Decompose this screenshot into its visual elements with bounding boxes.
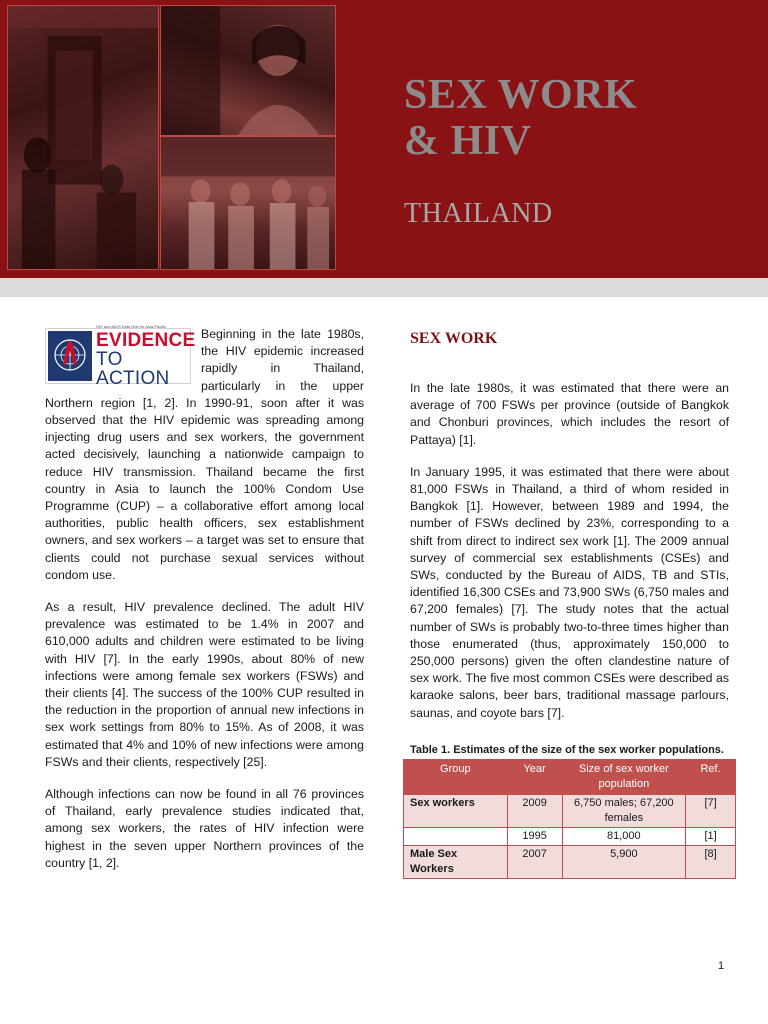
table-header-row [404, 760, 736, 795]
table-row [404, 846, 736, 879]
un-emblem-icon [48, 331, 92, 381]
table-cell-size: 81,000 [562, 828, 686, 846]
left-paragraph-1: Beginning in the late 1980s, the HIV epidemic increased rapidly in Thailand, particularly in the upper Northern region [1, 2]. In 1990-91, soon after it was observed that the HIV epidemic was spreading among injecting drug users and sex workers, the government acted decisively, launching a nationwide campaign to reduce HIV transmission. Thailand became the first country in Asia to launch the 100% Condom Use Programme (CUP) – a collaborative effort among local authorities, public health officers, sex establishment owners, and sex workers – a target was set to ensure that clients could not purchase sexual services without condom use. [45, 327, 364, 582]
document-subtitle: THAILAND [404, 198, 553, 229]
header-divider-band [0, 278, 768, 297]
left-paragraph-2: As a result, HIV prevalence declined. The adult HIV prevalence was estimated to be 1.4% in 2007 and 610,000 adults and children were estimated to be living with HIV [7]. In the early 1990s, about 80% of new infections were among female sex workers (FSWs) and their clients [4]. The success of the 100% CUP resulted in the reduction in the proportion of annual new infections in sex work settings from 80% to 15%. As of 2008, it was estimated that 4% and 10% of new infections were among FSWs and their clients, respectively [25]. [45, 600, 364, 769]
logo-tagline: HIV and AIDS Data Hub for Asia-Pacific [96, 323, 167, 329]
table-row [404, 828, 736, 846]
header-banner [0, 0, 768, 278]
right-paragraph-1: In the late 1980s, it was estimated that there were an average of 700 FSWs per province (outside of Bangkok and Chonburi provinces, which includes the resort of Pattaya) [1]. [410, 381, 729, 447]
cover-photo-portrait [160, 5, 336, 136]
left-paragraph-3: Although infections can now be found in all 76 provinces of Thailand, early prevalence studies indicated that, among sex workers, the rates of HIV infection were highest in the seven upper Northern provinces of the country [1, 2]. [45, 787, 364, 870]
table-cell-group: Sex workers [404, 795, 508, 828]
table-cell-year: 2009 [507, 795, 562, 828]
table-header-year: Year [507, 760, 562, 795]
section-heading-sex-work: SEX WORK [410, 330, 498, 347]
title-line-1: SEX WORK [404, 72, 638, 118]
table-caption: Table 1. Estimates of the size of the sex worker populations. [410, 744, 724, 756]
table-cell-ref: [1] [686, 828, 736, 846]
table-cell-year: 1995 [507, 828, 562, 846]
table-cell-size: 6,750 males; 67,200 females [562, 795, 686, 828]
table-cell-ref: [8] [686, 846, 736, 879]
table-header-group: Group [404, 760, 508, 795]
left-column [45, 323, 364, 887]
right-column [410, 380, 729, 737]
document-title [404, 72, 744, 164]
table-cell-size: 5,900 [562, 846, 686, 879]
table-row [404, 795, 736, 828]
right-paragraph-2: In January 1995, it was estimated that there were about 81,000 FSWs in Thailand, a third of whom resided in Bangkok [1]. However, between 1989 and 1994, the number of FSWs declined by 23%, corresponding to a shift from direct to indirect sex work [1]. The 2009 annual survey of commercial sex establishments (CSEs) and SWs, conducted by the Bureau of AIDS, TB and STIs, identified 16,300 CSEs and 73,900 SWs (6,750 males and 67,200 females) [7]. The study notes that the actual number of SWs is probably two-to-three times higher than those enumerated (thus, approximately 150,000 to 250,000 persons) given the often clandestine nature of sex work. The five most common CSEs were described as karaoke salons, beer bars, traditional massage parlours, saunas, and coyote bars [7]. [410, 464, 729, 720]
evidence-to-action-logo [45, 323, 196, 389]
table-header-size: Size of sex worker population [562, 760, 686, 795]
table-header-ref: Ref. [686, 760, 736, 795]
sex-worker-estimates-table [403, 759, 736, 879]
title-line-2: & HIV [404, 118, 532, 164]
logo-line-1: EVIDENCE [96, 329, 196, 351]
table-cell-group: Male Sex Workers [404, 846, 508, 879]
table-cell-year: 2007 [507, 846, 562, 879]
logo-line-2: TO ACTION [96, 348, 170, 389]
cover-photo-doorway [7, 5, 159, 270]
table-cell-group [404, 828, 508, 846]
page-number: 1 [718, 960, 725, 972]
cover-photo-group [160, 136, 336, 270]
table-cell-ref: [7] [686, 795, 736, 828]
